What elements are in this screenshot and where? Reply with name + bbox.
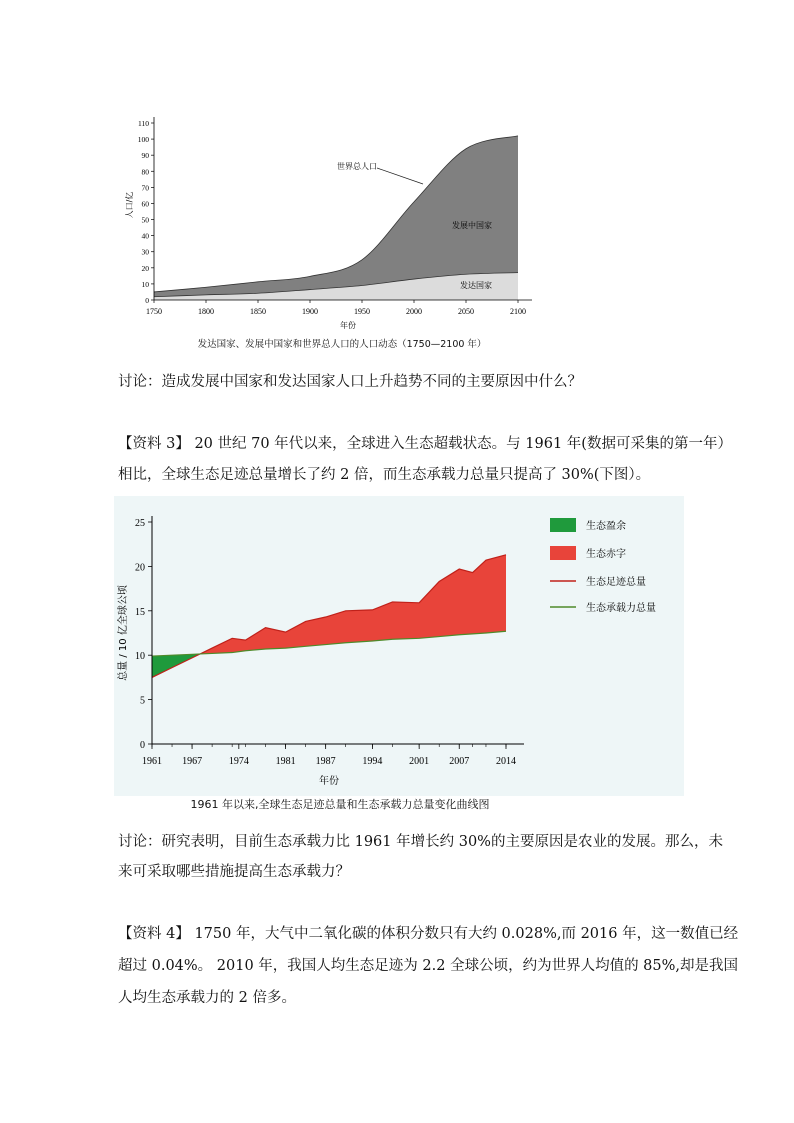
x-axis-label: 年份 xyxy=(340,321,356,330)
x-tick-label: 2007 xyxy=(449,756,470,767)
legend-label-capacity: 生态承载力总量 xyxy=(586,603,656,614)
x-tick-label: 1800 xyxy=(198,307,214,316)
x-tick-label: 1994 xyxy=(362,756,383,767)
y-tick-label: 50 xyxy=(141,215,149,225)
legend-label-deficit: 生态赤字 xyxy=(586,549,626,560)
x-tick-label: 2001 xyxy=(409,756,430,767)
y-tick-label: 30 xyxy=(141,247,149,257)
developed-label: 发达国家 xyxy=(460,281,492,290)
x-tick-label: 1950 xyxy=(354,307,370,316)
x-tick-label: 1974 xyxy=(228,756,249,767)
discussion-1: 讨论：造成发展中国家和发达国家人口上升趋势不同的主要原因中什么？ xyxy=(118,374,582,390)
x-tick-label: 1900 xyxy=(302,307,318,316)
total-population-label: 世界总人口 xyxy=(337,162,377,171)
y-tick-label: 10 xyxy=(141,279,149,289)
y-tick-label: 100 xyxy=(137,135,149,145)
chart-background xyxy=(114,496,684,796)
material-3-line-2: 相比，全球生态足迹总量增长了约 2 倍，而生态承载力总量只提高了 30%(下图）。 xyxy=(118,467,651,483)
discussion-2-line-1: 讨论：研究表明，目前生态承载力比 1961 年增长约 30%的主要原因是农业的发展。那么，未 xyxy=(118,834,723,850)
x-tick-label: 2014 xyxy=(496,756,516,767)
material-3-line-1: 【资料 3】 20 世纪 70 年代以来，全球进入生态超载状态。与 1961 年(数据可采集的第一年） xyxy=(118,436,732,452)
y-tick-label: 90 xyxy=(141,151,149,161)
x-tick-label: 1967 xyxy=(182,756,203,767)
y-tick-label: 0 xyxy=(140,740,145,751)
y-tick-label: 80 xyxy=(141,167,149,177)
y-axis-label: 总量 / 10 亿全球公顷 xyxy=(118,585,129,681)
material-4-line-3: 人均生态承载力的 2 倍多。 xyxy=(118,990,296,1006)
x-axis-label: 年份 xyxy=(319,776,339,787)
y-tick-label: 15 xyxy=(135,606,145,618)
y-tick-label: 5 xyxy=(140,695,145,707)
y-axis-label: 人口/亿 xyxy=(125,191,134,219)
y-tick-label: 40 xyxy=(141,231,149,241)
legend-label-surplus: 生态盈余 xyxy=(586,521,626,532)
material-4-line-2: 超过 0.04%。 2010 年，我国人均生态足迹为 2.2 全球公顷，约为世界人均值的 85%,却是我国 xyxy=(118,958,739,974)
legend-label-footprint: 生态足迹总量 xyxy=(586,577,646,588)
legend-swatch-deficit xyxy=(550,546,576,560)
x-tick-label: 1850 xyxy=(250,307,266,316)
ecological-footprint-chart xyxy=(114,496,684,816)
population-chart-svg xyxy=(125,105,544,357)
x-tick-label: 1961 xyxy=(142,756,162,767)
ecological-footprint-chart-svg xyxy=(114,496,684,816)
x-tick-label: 1750 xyxy=(146,307,162,316)
material-4-line-1: 【资料 4】 1750 年，大气中二氧化碳的体积分数只有大约 0.028%,而 2016 年，这一数值已经 xyxy=(118,926,739,942)
x-tick-label: 2100 xyxy=(510,307,526,316)
x-tick-label: 2050 xyxy=(458,307,474,316)
y-tick-label: 60 xyxy=(141,199,149,209)
y-tick-label: 20 xyxy=(135,562,145,574)
y-tick-label: 20 xyxy=(141,263,149,273)
y-tick-label: 25 xyxy=(135,518,145,529)
ecological-footprint-caption: 1961 年以来,全球生态足迹总量和生态承载力总量变化曲线图 xyxy=(190,798,490,811)
y-tick-label: 70 xyxy=(141,183,149,193)
y-tick-label: 10 xyxy=(135,651,145,663)
x-tick-label: 1981 xyxy=(275,756,296,767)
x-tick-label: 1987 xyxy=(315,756,336,767)
population-chart-caption: 发达国家、发展中国家和世界总人口的人口动态（1750—2100 年） xyxy=(197,339,487,350)
x-tick-label: 2000 xyxy=(406,307,422,316)
developing-label: 发展中国家 xyxy=(452,221,492,230)
population-chart xyxy=(125,105,544,357)
y-tick-label: 110 xyxy=(138,119,149,128)
legend-swatch-surplus xyxy=(550,518,576,532)
discussion-2-line-2: 来可采取哪些措施提高生态承载力？ xyxy=(118,864,350,880)
y-tick-label: 0 xyxy=(145,296,149,305)
